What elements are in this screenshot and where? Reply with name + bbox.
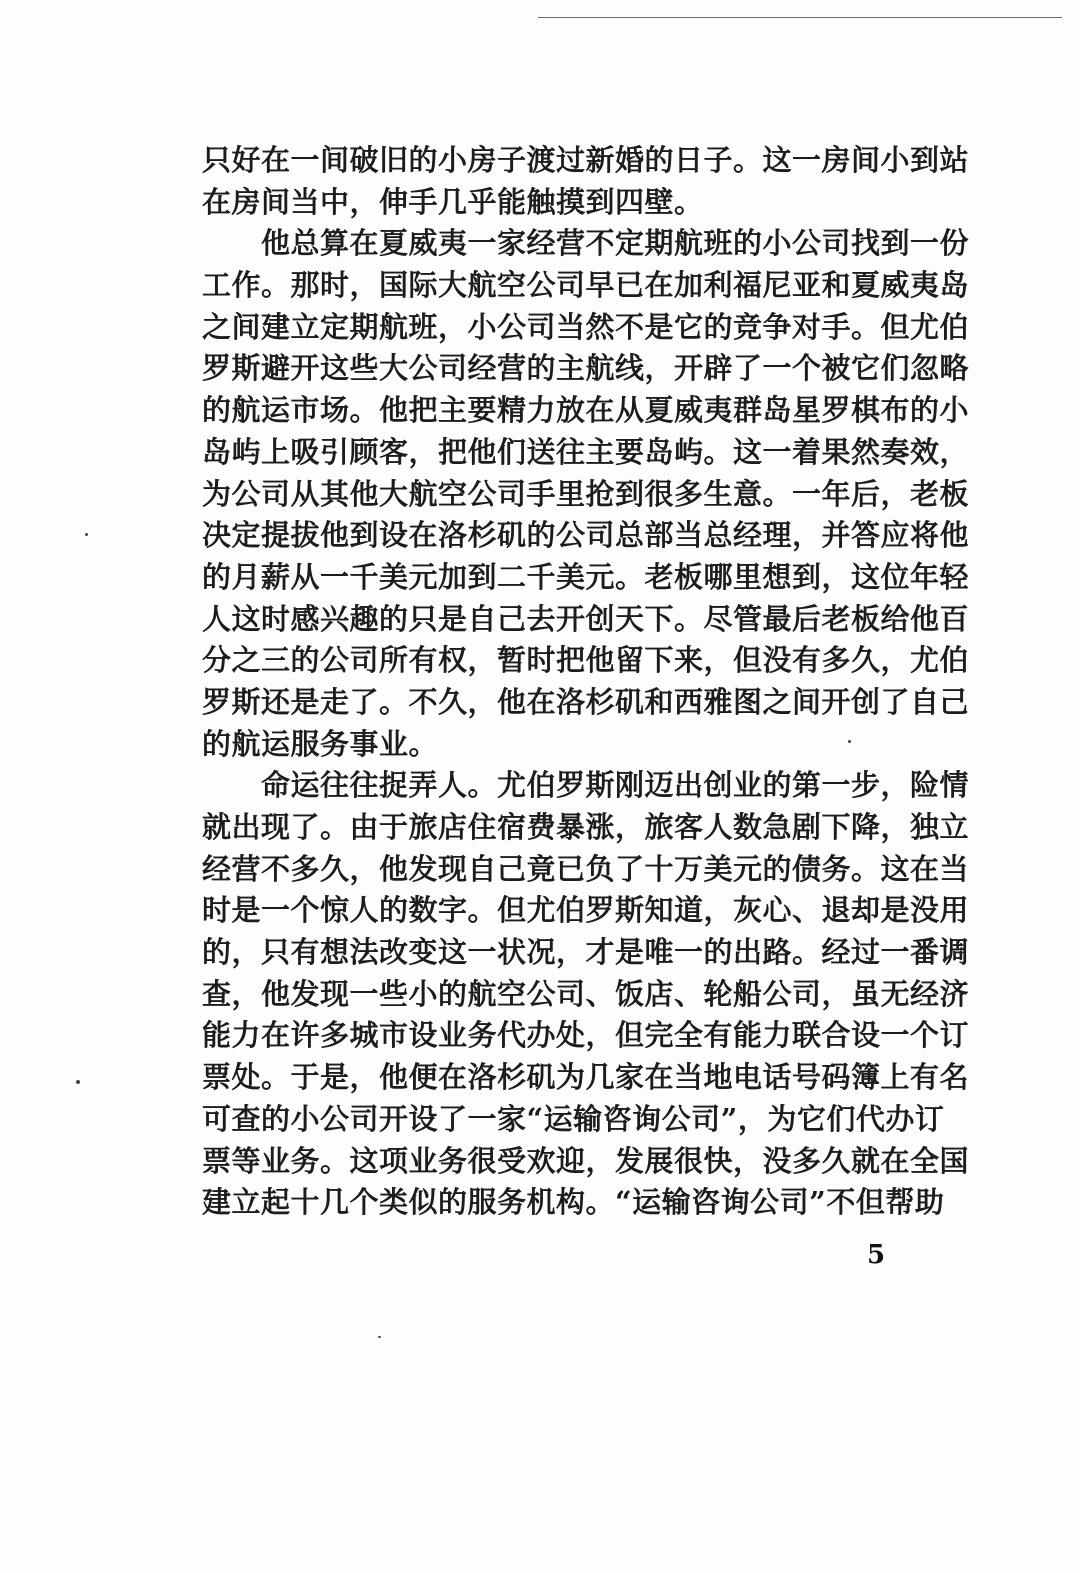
text-line: 人这时感兴趣的只是自己去开创天下。尽管最后老板给他百 xyxy=(202,601,970,636)
text-line: 的航运市场。他把主要精力放在从夏威夷群岛星罗棋布的小 xyxy=(202,393,970,428)
text-line: 票等业务。这项业务很受欢迎，发展很快，没多久就在全国 xyxy=(202,1143,970,1178)
text-line: 时是一个惊人的数字。但尤伯罗斯知道，灰心、退却是没用 xyxy=(202,893,970,928)
text-line: 工作。那时，国际大航空公司早已在加利福尼亚和夏威夷岛 xyxy=(202,268,970,303)
text-line: 的航运服务事业。 xyxy=(202,726,439,761)
text-line: 之间建立定期航班，小公司当然不是它的竞争对手。但尤伯 xyxy=(202,309,970,344)
body-text xyxy=(202,140,970,1224)
text-line: 可查的小公司开设了一家“运输咨询公司”，为它们代办订 xyxy=(202,1101,945,1136)
text-line: 就出现了。由于旅店住宿费暴涨，旅客人数急剧下降，独立 xyxy=(202,810,970,844)
text-line: 命运往往捉弄人。尤伯罗斯刚迈出创业的第一步，险情 xyxy=(202,768,970,803)
text-line: 在房间当中，伸手几乎能触摸到四壁。 xyxy=(202,184,704,219)
text-line: 岛屿上吸引顾客，把他们送往主要岛屿。这一着果然奏效， xyxy=(202,434,970,469)
scan-speck xyxy=(85,533,88,536)
text-line: 的，只有想法改变这一状况，才是唯一的出路。经过一番调 xyxy=(202,935,970,970)
text-line: 票处。于是，他便在洛杉矶为几家在当地电话号码簿上有名 xyxy=(202,1060,970,1095)
text-line: 罗斯避开这些大公司经营的主航线，开辟了一个被它们忽略 xyxy=(202,351,970,386)
page-number: 5 xyxy=(867,1240,886,1270)
scan-speck xyxy=(378,1336,381,1338)
text-line: 他总算在夏威夷一家经营不定期航班的小公司找到一份 xyxy=(202,226,970,261)
text-line: 罗斯还是走了。不久，他在洛杉矶和西雅图之间开创了自己 xyxy=(202,684,970,719)
scan-speck xyxy=(76,1080,80,1084)
text-line: 的月薪从一千美元加到二千美元。老板哪里想到，这位年轻 xyxy=(202,559,970,594)
text-line: 查，他发现一些小的航空公司、饭店、轮船公司，虽无经济 xyxy=(202,976,970,1011)
text-line: 分之三的公司所有权，暂时把他留下来，但没有多久，尤伯 xyxy=(202,643,970,678)
text-line: 为公司从其他大航空公司手里抢到很多生意。一年后，老板 xyxy=(202,476,970,511)
text-line: 经营不多久，他发现自己竟已负了十万美元的债务。这在当 xyxy=(202,851,970,886)
text-line: 只好在一间破旧的小房子渡过新婚的日子。这一房间小到站 xyxy=(202,143,970,177)
text-line: 能力在许多城市设业务代办处，但完全有能力联合设一个订 xyxy=(202,1018,970,1053)
header-rule xyxy=(538,17,1062,18)
text-line: 建立起十几个类似的服务机构。“运输咨询公司”不但帮助 xyxy=(202,1185,945,1220)
text-line: 决定提拔他到设在洛杉矶的公司总部当总经理，并答应将他 xyxy=(202,518,970,553)
scan-speck xyxy=(848,740,851,743)
